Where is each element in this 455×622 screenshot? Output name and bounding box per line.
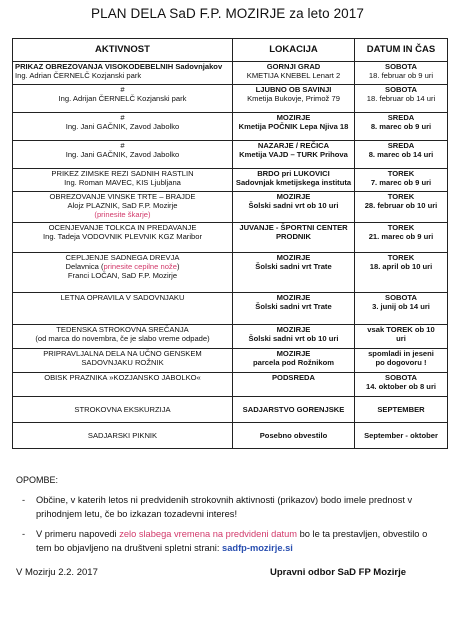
activity-lecturer: Ing. Adrian ČERNELČ Kozjanski park <box>15 71 142 81</box>
activity-workshop: Delavnica (prinesite cepilne nože) <box>65 262 180 272</box>
table-row <box>13 169 448 192</box>
activity-title: PRIKEZ ZIMSKE REZI SADNIH RASTLIN <box>51 169 194 178</box>
activity-cell <box>13 62 233 85</box>
date-cell <box>355 223 448 253</box>
header-aktivnost: AKTIVNOST <box>13 39 233 62</box>
activity-cell <box>13 85 233 113</box>
date-cell <box>355 85 448 113</box>
location-detail: Šolski sadni vrt ob 10 uri <box>248 334 339 344</box>
page-title: PLAN DELA SaD F.P. MOZIRJE za leto 2017 <box>90 6 365 21</box>
location-cell <box>233 373 355 397</box>
activity-title-cont: SADOVNJAKU ROŽNIK <box>81 358 164 368</box>
activity-title: SADJARSKI PIKNIK <box>87 430 158 440</box>
date-day: TOREK <box>387 169 415 178</box>
location-name: MOZIRJE <box>276 349 311 358</box>
table-row <box>13 373 448 397</box>
header-datum: DATUM IN ČAS <box>355 39 448 62</box>
location-cell <box>233 192 355 223</box>
activity-note: (prinesite škarje) <box>94 210 151 220</box>
location-name: MOZIRJE <box>276 253 311 262</box>
signature: Upravni odbor SaD FP Mozirje <box>270 567 407 578</box>
date-time: 8. marec ob 14 uri <box>368 150 434 160</box>
location-cell <box>233 62 355 85</box>
place-date: V Mozirju 2.2. 2017 <box>16 567 98 578</box>
activity-lecturer: Ing. Adrijan ČERNELČ Kozjanski park <box>58 94 187 104</box>
location-name: PODSREDA <box>271 373 316 382</box>
date-day: SOBOTA <box>385 293 417 302</box>
table-row <box>13 293 448 325</box>
location-cell <box>233 141 355 169</box>
location-cell <box>233 85 355 113</box>
date-time: 3. junij ob 14 uri <box>372 302 430 312</box>
date-day: spomladi in jeseni <box>368 349 434 358</box>
location-detail: KMETIJA KNEBEL Lenart 2 <box>246 71 341 81</box>
date-cell <box>355 169 448 192</box>
location-cell <box>233 349 355 373</box>
activity-lecturer: Alojz PLAZNIK, SaD F.P. Mozirje <box>67 201 178 211</box>
notes-list <box>16 493 441 555</box>
location-detail: parcela pod Rožnikom <box>252 358 334 368</box>
activity-lecturer: Ing. Jani GAČNIK, Zavod Jabolko <box>65 122 180 132</box>
location-detail: Šolski sadni vrt Trate <box>255 302 332 312</box>
date-cell <box>355 62 448 85</box>
activity-cell <box>13 141 233 169</box>
note-item: - Občine, v katerih letos ni predvidenih strokovnih aktivnosti (prikazov) bodo imele prednost v prihodnjem letu, če bo izkazan tozadevni interes! <box>36 493 441 521</box>
location-cell <box>233 253 355 293</box>
activity-note: (od marca do novembra, če je slabo vreme odpade) <box>35 334 210 344</box>
note-item: - V primeru napovedi zelo slabega vremena na predvideni datum bo le ta prestavljen, obvestilo o tem bo objavljeno na društveni spletni strani: sadfp-mozirje.si <box>36 527 441 555</box>
date-time: 21. marec ob 9 uri <box>368 232 434 242</box>
location-name: Posebno obvestilo <box>259 430 328 440</box>
date-cell <box>355 141 448 169</box>
location-name: JUVANJE - ŠPORTNI CENTER <box>239 223 348 232</box>
activity-cell <box>13 253 233 293</box>
notes-heading: OPOMBE: <box>16 475 59 485</box>
date-time: 28. februar ob 10 uri <box>364 201 438 211</box>
date-cell <box>355 325 448 349</box>
activity-lecturer: Ing. Tadeja VODOVNIK PLEVNIK KGZ Maribor <box>43 232 202 242</box>
activity-cell <box>13 223 233 253</box>
location-name: MOZIRJE <box>276 325 311 334</box>
notes-section <box>16 475 441 561</box>
activity-lecturer: Franci LOČAN, SaD F.P. Mozirje <box>67 271 178 281</box>
activity-cell <box>13 192 233 223</box>
date-day: SEPTEMBER <box>377 404 425 414</box>
date-cell <box>355 253 448 293</box>
table-row <box>13 141 448 169</box>
location-name: MOZIRJE <box>276 113 311 122</box>
activity-title: # <box>120 141 125 150</box>
location-cell <box>233 423 355 449</box>
table-row <box>13 192 448 223</box>
date-time: po dogovoru ! <box>375 358 427 368</box>
activity-title: PRIKAZ OBREZOVANJA VISOKODEBELNIH Sadovnjakov <box>15 62 223 71</box>
activity-cell <box>13 423 233 449</box>
date-cell <box>355 349 448 373</box>
activity-title: # <box>120 113 125 122</box>
location-detail: Šolski sadni vrt Trate <box>255 262 332 272</box>
location-detail: Sadovnjak kmetijskega instituta <box>235 178 352 188</box>
location-name: SADJARSTVO GORENJSKE <box>242 404 345 414</box>
location-name: MOZIRJE <box>276 293 311 302</box>
activity-cell <box>13 373 233 397</box>
location-cell <box>233 293 355 325</box>
header-lokacija: LOKACIJA <box>233 39 355 62</box>
location-cell <box>233 325 355 349</box>
date-time: 18. februar ob 9 uri <box>368 71 434 81</box>
date-day: vsak TOREK ob 10 <box>367 325 435 334</box>
activity-title: PRIPRAVLJALNA DELA NA UČNO GENSKEM <box>43 349 202 358</box>
location-detail: PRODNIK <box>275 232 312 242</box>
date-day: TOREK <box>387 223 415 232</box>
location-cell <box>233 169 355 192</box>
table-row <box>13 397 448 423</box>
location-name: GORNJI GRAD <box>266 62 321 71</box>
activity-cell <box>13 293 233 325</box>
activity-cell <box>13 325 233 349</box>
date-day: SOBOTA <box>385 62 417 71</box>
table-row <box>13 223 448 253</box>
date-time: 18. april ob 10 uri <box>369 262 433 272</box>
activity-cell <box>13 169 233 192</box>
date-time: uri <box>396 334 406 344</box>
date-time: 18. februar ob 14 uri <box>366 94 436 104</box>
location-detail: Kmetija VAJD – TURK Prihova <box>239 150 348 160</box>
table-header-row <box>13 39 448 62</box>
table-row <box>13 349 448 373</box>
location-name: MOZIRJE <box>276 192 311 201</box>
location-detail: Kmetija Bukovje, Primož 79 <box>247 94 340 104</box>
activity-title: STROKOVNA EKSKURZIJA <box>74 404 171 414</box>
date-day: SOBOTA <box>385 373 417 382</box>
date-time: 14. oktober ob 8 uri <box>365 382 437 392</box>
date-day: SOBOTA <box>385 85 417 94</box>
location-cell <box>233 397 355 423</box>
activity-title: # <box>120 85 125 94</box>
activity-cell <box>13 349 233 373</box>
table-row <box>13 325 448 349</box>
activity-title: OBISK PRAZNIKA »KOZJANSKO JABOLKO« <box>44 373 201 382</box>
date-cell <box>355 293 448 325</box>
plan-table <box>12 38 448 449</box>
activity-title: CEPLJENJE SADNEGA DREVJA <box>65 253 180 262</box>
date-day: SREDA <box>387 141 415 150</box>
location-detail: Šolski sadni vrt ob 10 uri <box>248 201 339 211</box>
table-row <box>13 85 448 113</box>
location-cell <box>233 113 355 141</box>
activity-cell <box>13 113 233 141</box>
location-name: NAZARJE / REČICA <box>257 141 330 150</box>
activity-title: TEDENSKA STROKOVNA SREČANJA <box>56 325 189 334</box>
activity-title: LETNA OPRAVILA V SADOVNJAKU <box>60 293 185 302</box>
activity-title: OCENJEVANJE TOLKCA IN PREDAVANJE <box>48 223 197 232</box>
date-day: TOREK <box>387 192 415 201</box>
date-cell <box>355 373 448 397</box>
location-detail: Kmetija POČNIK Lepa Njiva 18 <box>238 122 349 132</box>
weather-warning: zelo slabega vremena na predvideni datum <box>119 529 297 539</box>
activity-note: prinesite cepilne nože <box>103 262 177 272</box>
activity-lecturer: Ing. Jani GAČNIK, Zavod Jabolko <box>65 150 180 160</box>
table-row <box>13 423 448 449</box>
date-time: 8. marec ob 9 uri <box>370 122 432 132</box>
date-cell <box>355 397 448 423</box>
location-name: LJUBNO OB SAVINJI <box>255 85 332 94</box>
date-cell <box>355 113 448 141</box>
date-cell <box>355 192 448 223</box>
table-row <box>13 62 448 85</box>
activity-title: OBREZOVANJE VINSKE TRTE – BRAJDE <box>49 192 196 201</box>
date-time: 7. marec ob 9 uri <box>370 178 432 188</box>
table-row <box>13 113 448 141</box>
activity-lecturer: Ing. Roman MAVEC, KIS Ljubljana <box>64 178 181 188</box>
table-row <box>13 253 448 293</box>
location-cell <box>233 223 355 253</box>
date-day: SREDA <box>387 113 415 122</box>
website-link[interactable]: sadfp-mozirje.si <box>222 543 293 553</box>
date-day: TOREK <box>387 253 415 262</box>
activity-cell <box>13 397 233 423</box>
date-cell <box>355 423 448 449</box>
date-day: September - oktober <box>364 430 438 440</box>
location-name: BRDO pri LUKOVICI <box>257 169 330 178</box>
